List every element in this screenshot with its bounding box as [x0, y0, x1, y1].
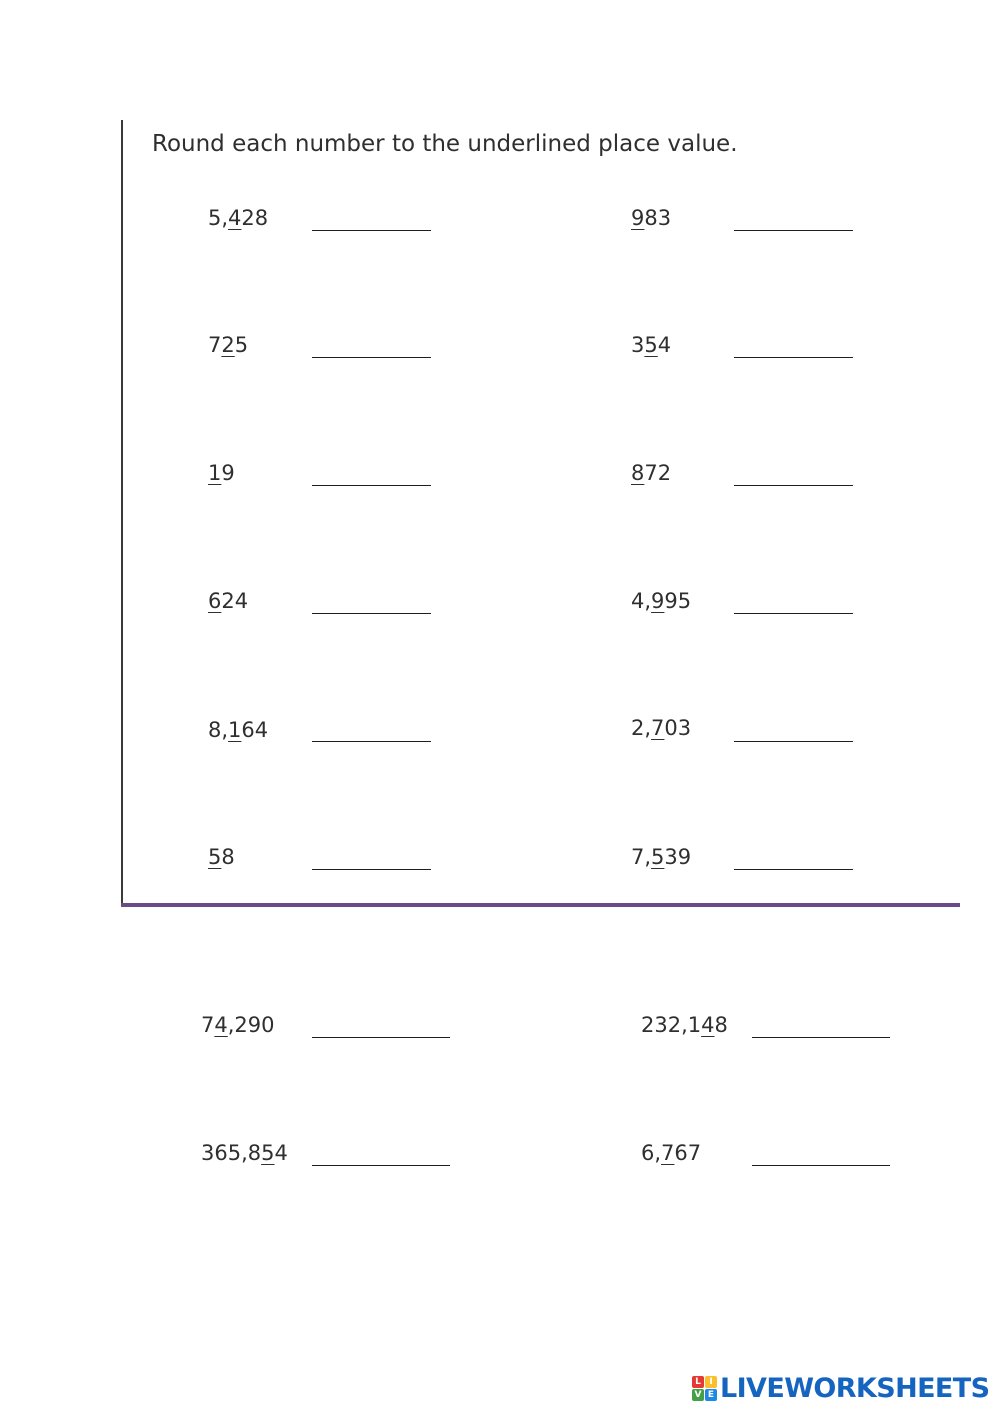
underlined-digit: 1: [208, 461, 222, 485]
underlined-digit: 5: [651, 845, 665, 869]
problem-item: [208, 845, 235, 869]
problem-item: [631, 206, 671, 230]
problem-number: 2,703: [631, 716, 692, 740]
problem-number: 365,854: [201, 1141, 288, 1165]
problem-number: 725: [208, 333, 249, 357]
problem-item: [631, 716, 691, 740]
underlined-digit: 9: [651, 589, 665, 613]
problem-item: [631, 845, 691, 869]
problem-number: 872: [631, 461, 672, 485]
underlined-digit: 4: [701, 1013, 715, 1037]
problem-number: 624: [208, 589, 249, 613]
answer-blank[interactable]: [312, 741, 431, 742]
logo-text: LIVEWORKSHEETS: [720, 1373, 990, 1404]
answer-blank[interactable]: [312, 1037, 450, 1038]
answer-blank[interactable]: [734, 613, 853, 614]
problem-number: 19: [208, 461, 235, 485]
answer-blank[interactable]: [312, 357, 431, 358]
underlined-digit: 9: [631, 206, 645, 230]
problem-item: [201, 1141, 288, 1165]
problem-number: 74,290: [201, 1013, 275, 1037]
answer-blank[interactable]: [752, 1037, 890, 1038]
answer-blank[interactable]: [734, 357, 853, 358]
problem-item: [208, 206, 268, 230]
problem-item: [201, 1013, 275, 1037]
answer-blank[interactable]: [734, 485, 853, 486]
underlined-digit: 7: [661, 1141, 675, 1165]
underlined-digit: 5: [644, 333, 658, 357]
problem-item: [208, 333, 248, 357]
problem-item: [208, 461, 235, 485]
logo-mark-cell: L: [692, 1376, 704, 1388]
answer-blank[interactable]: [734, 869, 853, 870]
answer-blank[interactable]: [734, 230, 853, 231]
problem-item: [631, 333, 671, 357]
answer-blank[interactable]: [312, 485, 431, 486]
underlined-digit: 2: [221, 333, 235, 357]
problem-number: 58: [208, 845, 235, 869]
problem-number: 5,428: [208, 206, 269, 230]
answer-blank[interactable]: [752, 1165, 890, 1166]
problem-number: 7,539: [631, 845, 692, 869]
underlined-digit: 5: [208, 845, 222, 869]
problem-item: [641, 1141, 701, 1165]
underlined-digit: 7: [651, 716, 665, 740]
answer-blank[interactable]: [312, 869, 431, 870]
left-margin-rule: [121, 120, 123, 906]
logo-mark-cell: I: [705, 1376, 717, 1388]
problem-item: [641, 1013, 728, 1037]
problem-number: 983: [631, 206, 672, 230]
logo-mark-cell: V: [692, 1389, 704, 1401]
answer-blank[interactable]: [734, 741, 853, 742]
liveworksheets-logo: [692, 1373, 989, 1404]
answer-blank[interactable]: [312, 1165, 450, 1166]
problem-item: [631, 461, 671, 485]
logo-mark-cell: E: [705, 1389, 717, 1401]
problem-number: 8,164: [208, 718, 269, 742]
instructions: Round each number to the underlined place value.: [152, 131, 738, 157]
problem-number: 354: [631, 333, 672, 357]
problem-item: [631, 589, 691, 613]
underlined-digit: 5: [261, 1141, 275, 1165]
underlined-digit: 4: [214, 1013, 228, 1037]
problem-number: 232,148: [641, 1013, 728, 1037]
underlined-digit: 8: [631, 461, 645, 485]
section-divider: [121, 903, 960, 907]
problem-number: 6,767: [641, 1141, 702, 1165]
answer-blank[interactable]: [312, 230, 431, 231]
answer-blank[interactable]: [312, 613, 431, 614]
problem-item: [208, 718, 268, 742]
logo-mark-icon: [692, 1376, 717, 1401]
underlined-digit: 6: [208, 589, 222, 613]
problem-item: [208, 589, 248, 613]
underlined-digit: 1: [228, 718, 242, 742]
problem-number: 4,995: [631, 589, 692, 613]
underlined-digit: 4: [228, 206, 242, 230]
